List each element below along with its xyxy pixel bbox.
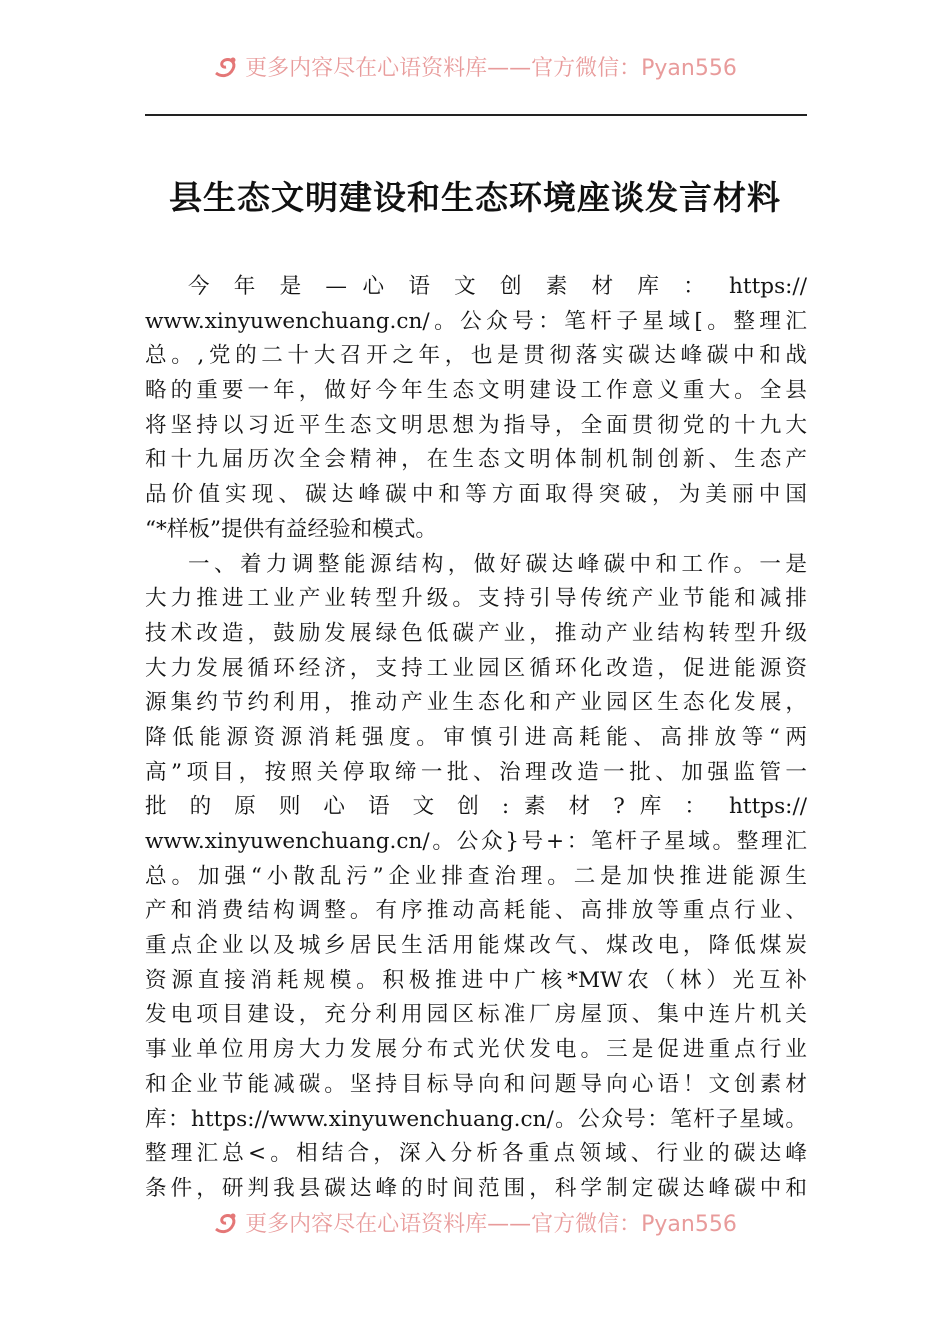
text-line: 发电项目建设，充分利用园区标准厂房屋顶、集中连片机关 bbox=[145, 1002, 807, 1028]
text-line: 事业单位用房大力发展分布式光伏发电。三是促进重点行业 bbox=[145, 1037, 807, 1063]
header-rule bbox=[145, 114, 807, 116]
header-watermark bbox=[0, 52, 950, 86]
text-line: 降低能源资源消耗强度。审慎引进高耗能、高排放等“两 bbox=[145, 724, 807, 750]
text-line: 一、着力调整能源结构，做好碳达峰碳中和工作。一是 bbox=[188, 551, 807, 577]
text-line: 产和消费结构调整。有序推动高耗能、高排放等重点行业、 bbox=[145, 898, 807, 924]
text-line: www.xinyuwenchuang.cn/。公众}号+：笔杆子星域。整理汇 bbox=[145, 829, 807, 854]
watermark-logo-icon bbox=[213, 1211, 239, 1235]
text-line: 将坚持以习近平生态文明思想为指导，全面贯彻党的十九大 bbox=[145, 412, 807, 438]
watermark-text: 更多内容尽在心语资料库——官方微信：Pyan556 bbox=[245, 1212, 737, 1237]
text-line: 重点企业以及城乡居民生活用能煤改气、煤改电，降低煤炭 bbox=[145, 933, 807, 959]
text-line: 整理汇总<。相结合，深入分析各重点领域、行业的碳达峰 bbox=[145, 1141, 807, 1167]
text-line: 今 年 是 — 心 语 文 创 素 材 库 ： https:// bbox=[188, 274, 807, 299]
text-line: 大力推进工业产业转型升级。支持引导传统产业节能和减排 bbox=[145, 586, 807, 612]
document-body bbox=[145, 270, 807, 1202]
text-line: 和企业节能减碳。坚持目标导向和问题导向心语！文创素材 bbox=[145, 1071, 807, 1097]
text-line: www.xinyuwenchuang.cn/。公众号：笔杆子星域[。整理汇 bbox=[145, 308, 807, 334]
text-line: 高”项目，按照关停取缔一批、治理改造一批、加强监管一 bbox=[145, 759, 807, 785]
text-line: 源集约节约利用，推动产业生态化和产业园区生态化发展， bbox=[145, 690, 807, 716]
text-line: 批 的 原 则 心 语 文 创 : 素 材 ? 库 ： https:// bbox=[145, 794, 807, 820]
text-line: 大力发展循环经济，支持工业园区循环化改造，促进能源资 bbox=[145, 655, 807, 681]
text-line: 总。加强“小散乱污”企业排查治理。二是加快推进能源生 bbox=[145, 863, 807, 889]
footer-watermark bbox=[0, 1208, 950, 1242]
watermark-logo-icon bbox=[213, 55, 239, 79]
text-line: “*样板”提供有益经验和模式。 bbox=[145, 516, 438, 542]
text-line: 技术改造，鼓励发展绿色低碳产业，推动产业结构转型升级 bbox=[145, 620, 807, 646]
text-line: 条件，研判我县碳达峰的时间范围，科学制定碳达峰碳中和 bbox=[145, 1175, 807, 1201]
document-title: 县生态文明建设和生态环境座谈发言材料 bbox=[169, 178, 781, 217]
text-line: 资源直接消耗规模。积极推进中广核*MW农（林）光互补 bbox=[145, 967, 807, 993]
text-line: 库：https://www.xinyuwenchuang.cn/。公众号：笔杆子星域。 bbox=[145, 1106, 807, 1132]
text-line: 品价值实现、碳达峰碳中和等方面取得突破，为美丽中国 bbox=[145, 482, 807, 508]
watermark-text: 更多内容尽在心语资料库——官方微信：Pyan556 bbox=[245, 56, 737, 81]
text-line: 略的重要一年，做好今年生态文明建设工作意义重大。全县 bbox=[145, 378, 807, 404]
text-line: 总。,党的二十大召开之年，也是贯彻落实碳达峰碳中和战 bbox=[145, 343, 807, 369]
text-line: 和十九届历次全会精神，在生态文明体制机制创新、生态产 bbox=[145, 447, 807, 473]
